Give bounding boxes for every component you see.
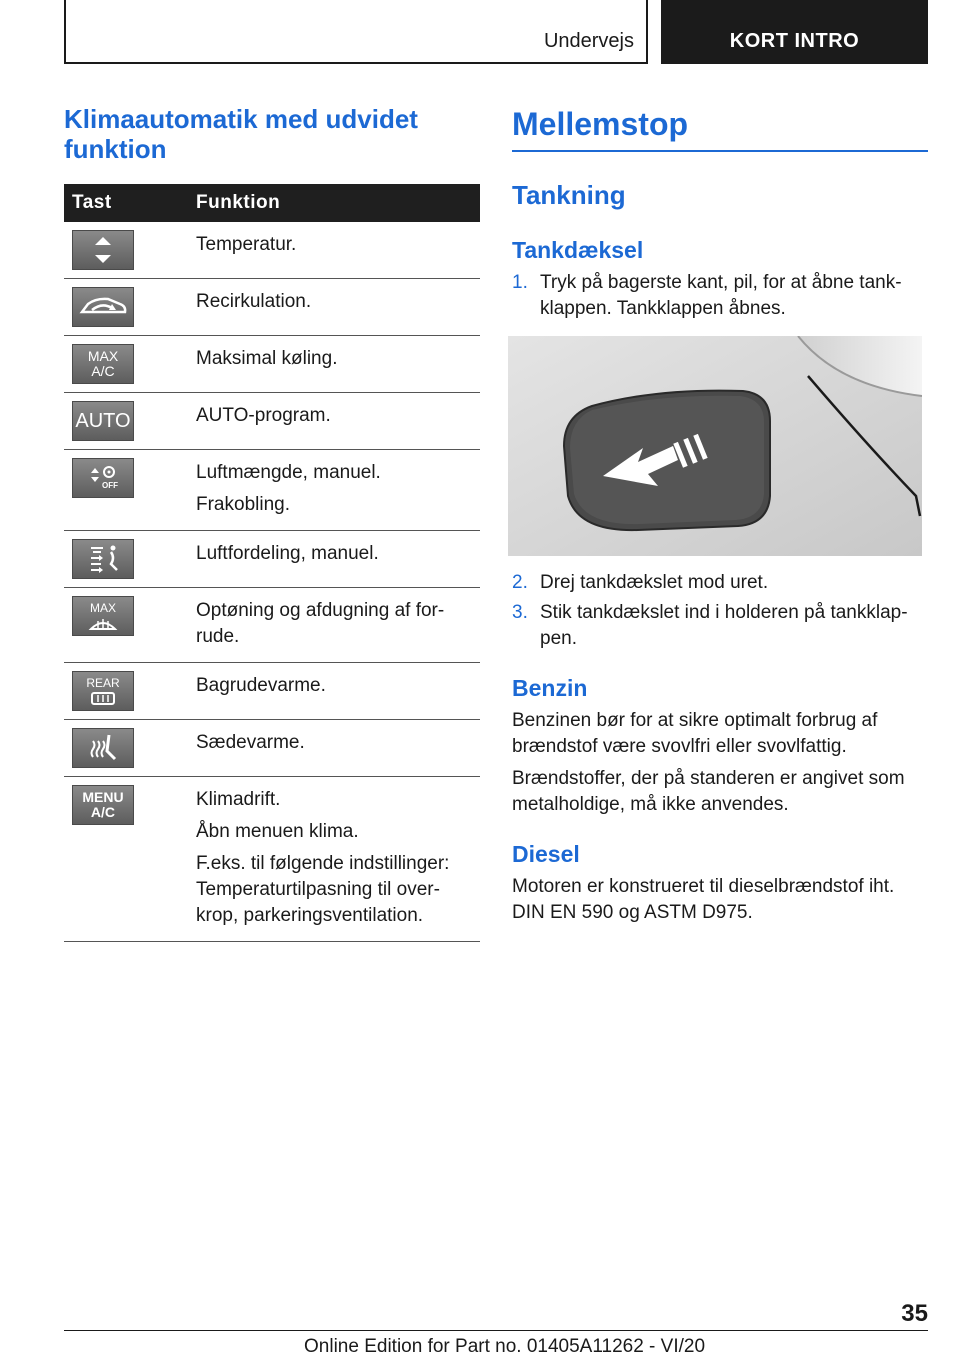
- seat-heating-icon: [72, 728, 134, 768]
- step-text: Tryk på bagerste kant, pil, for at åbne tank-klappen. Tankklappen åbnes.: [540, 272, 902, 319]
- function-text: Åbn menuen klima.: [196, 821, 359, 842]
- diesel-heading: Diesel: [512, 841, 580, 867]
- function-text: Maksimal køling.: [196, 348, 338, 369]
- col-key-header: Tast: [64, 184, 188, 222]
- table-row: [64, 450, 480, 531]
- right-column: [512, 104, 928, 932]
- step-number: 3.: [512, 602, 528, 623]
- benzin-paragraph: Brændstoffer, der på standeren er angivet som metalholdige, må ikke anvendes.: [512, 768, 905, 815]
- key-label: MAX: [89, 600, 116, 615]
- benzin-paragraph: Benzinen bør for at sikre optimalt forbrug af brændstof være svovlfri eller svovlfattig.: [512, 710, 878, 757]
- function-text: Bagrudevarme.: [196, 675, 326, 696]
- step-number: 1.: [512, 272, 528, 293]
- function-text: Frakobling.: [196, 494, 290, 515]
- table-row: [64, 777, 480, 942]
- airflow-off-icon: [72, 458, 134, 498]
- air-distribution-icon: [72, 539, 134, 579]
- table-row: [64, 720, 480, 777]
- left-column: [64, 104, 480, 942]
- auto-icon: AUTO: [72, 401, 134, 441]
- subsection-title: Tankning: [512, 180, 626, 210]
- step-text: Stik tankdækslet ind i holderen på tankklap-pen.: [540, 602, 908, 649]
- table-row: [64, 222, 480, 279]
- function-text: Recirkulation.: [196, 291, 312, 312]
- page-header: [64, 0, 928, 66]
- temperature-arrows-icon: [72, 230, 134, 270]
- max-defrost-icon: [72, 596, 134, 636]
- benzin-heading: Benzin: [512, 675, 588, 701]
- table-row: [64, 663, 480, 720]
- tank-cap-heading: Tankdæksel: [512, 237, 644, 263]
- step-item: [512, 600, 928, 652]
- recirculation-car-icon: [72, 287, 134, 327]
- table-row: [64, 336, 480, 393]
- key-label: REAR: [86, 675, 120, 690]
- function-text: Luftmængde, manuel.: [196, 462, 381, 483]
- function-text: Klimadrift.: [196, 789, 281, 810]
- rear-defrost-icon: [72, 671, 134, 711]
- step-number: 2.: [512, 572, 528, 593]
- step-text: Drej tankdækslet mod uret.: [540, 572, 769, 593]
- climate-key-table: [64, 184, 480, 942]
- col-function-header: Funktion: [188, 184, 480, 222]
- svg-text:OFF: OFF: [102, 481, 118, 490]
- table-row: [64, 588, 480, 663]
- function-text: Luftfordeling, manuel.: [196, 543, 379, 564]
- climate-title: Klimaautomatik med udvidet funktion: [64, 104, 418, 164]
- table-row: [64, 393, 480, 450]
- section-tab: [661, 0, 928, 64]
- table-row: [64, 279, 480, 336]
- step-item: [512, 270, 928, 322]
- diesel-paragraph: Motoren er konstrueret til dieselbrændstof iht. DIN EN 590 og ASTM D975.: [512, 876, 895, 923]
- max-ac-icon: MAX A/C: [72, 344, 134, 384]
- chapter-label: Undervejs: [543, 30, 634, 52]
- section-title: Mellemstop: [512, 104, 928, 152]
- section-label: KORT INTRO: [729, 30, 860, 52]
- step-item: [512, 570, 928, 596]
- fuel-flap-illustration: [508, 336, 922, 556]
- function-text: F.eks. til følgende indstillinger: Temperaturtilpasning til over-krop, parkeringsventilation.: [196, 853, 450, 926]
- table-row: [64, 531, 480, 588]
- function-text: Sædevarme.: [196, 732, 305, 753]
- chapter-tab: [64, 0, 648, 64]
- function-text: AUTO-program.: [196, 405, 331, 426]
- page-number: 35: [901, 1300, 928, 1327]
- menu-ac-icon: MENU A/C: [72, 785, 134, 825]
- footer-divider: [64, 1330, 928, 1331]
- edition-text: Online Edition for Part no. 01405A11262 - VI/20: [304, 1336, 706, 1357]
- function-text: Temperatur.: [196, 234, 297, 255]
- function-text: Optøning og afdugning af for-rude.: [196, 600, 445, 647]
